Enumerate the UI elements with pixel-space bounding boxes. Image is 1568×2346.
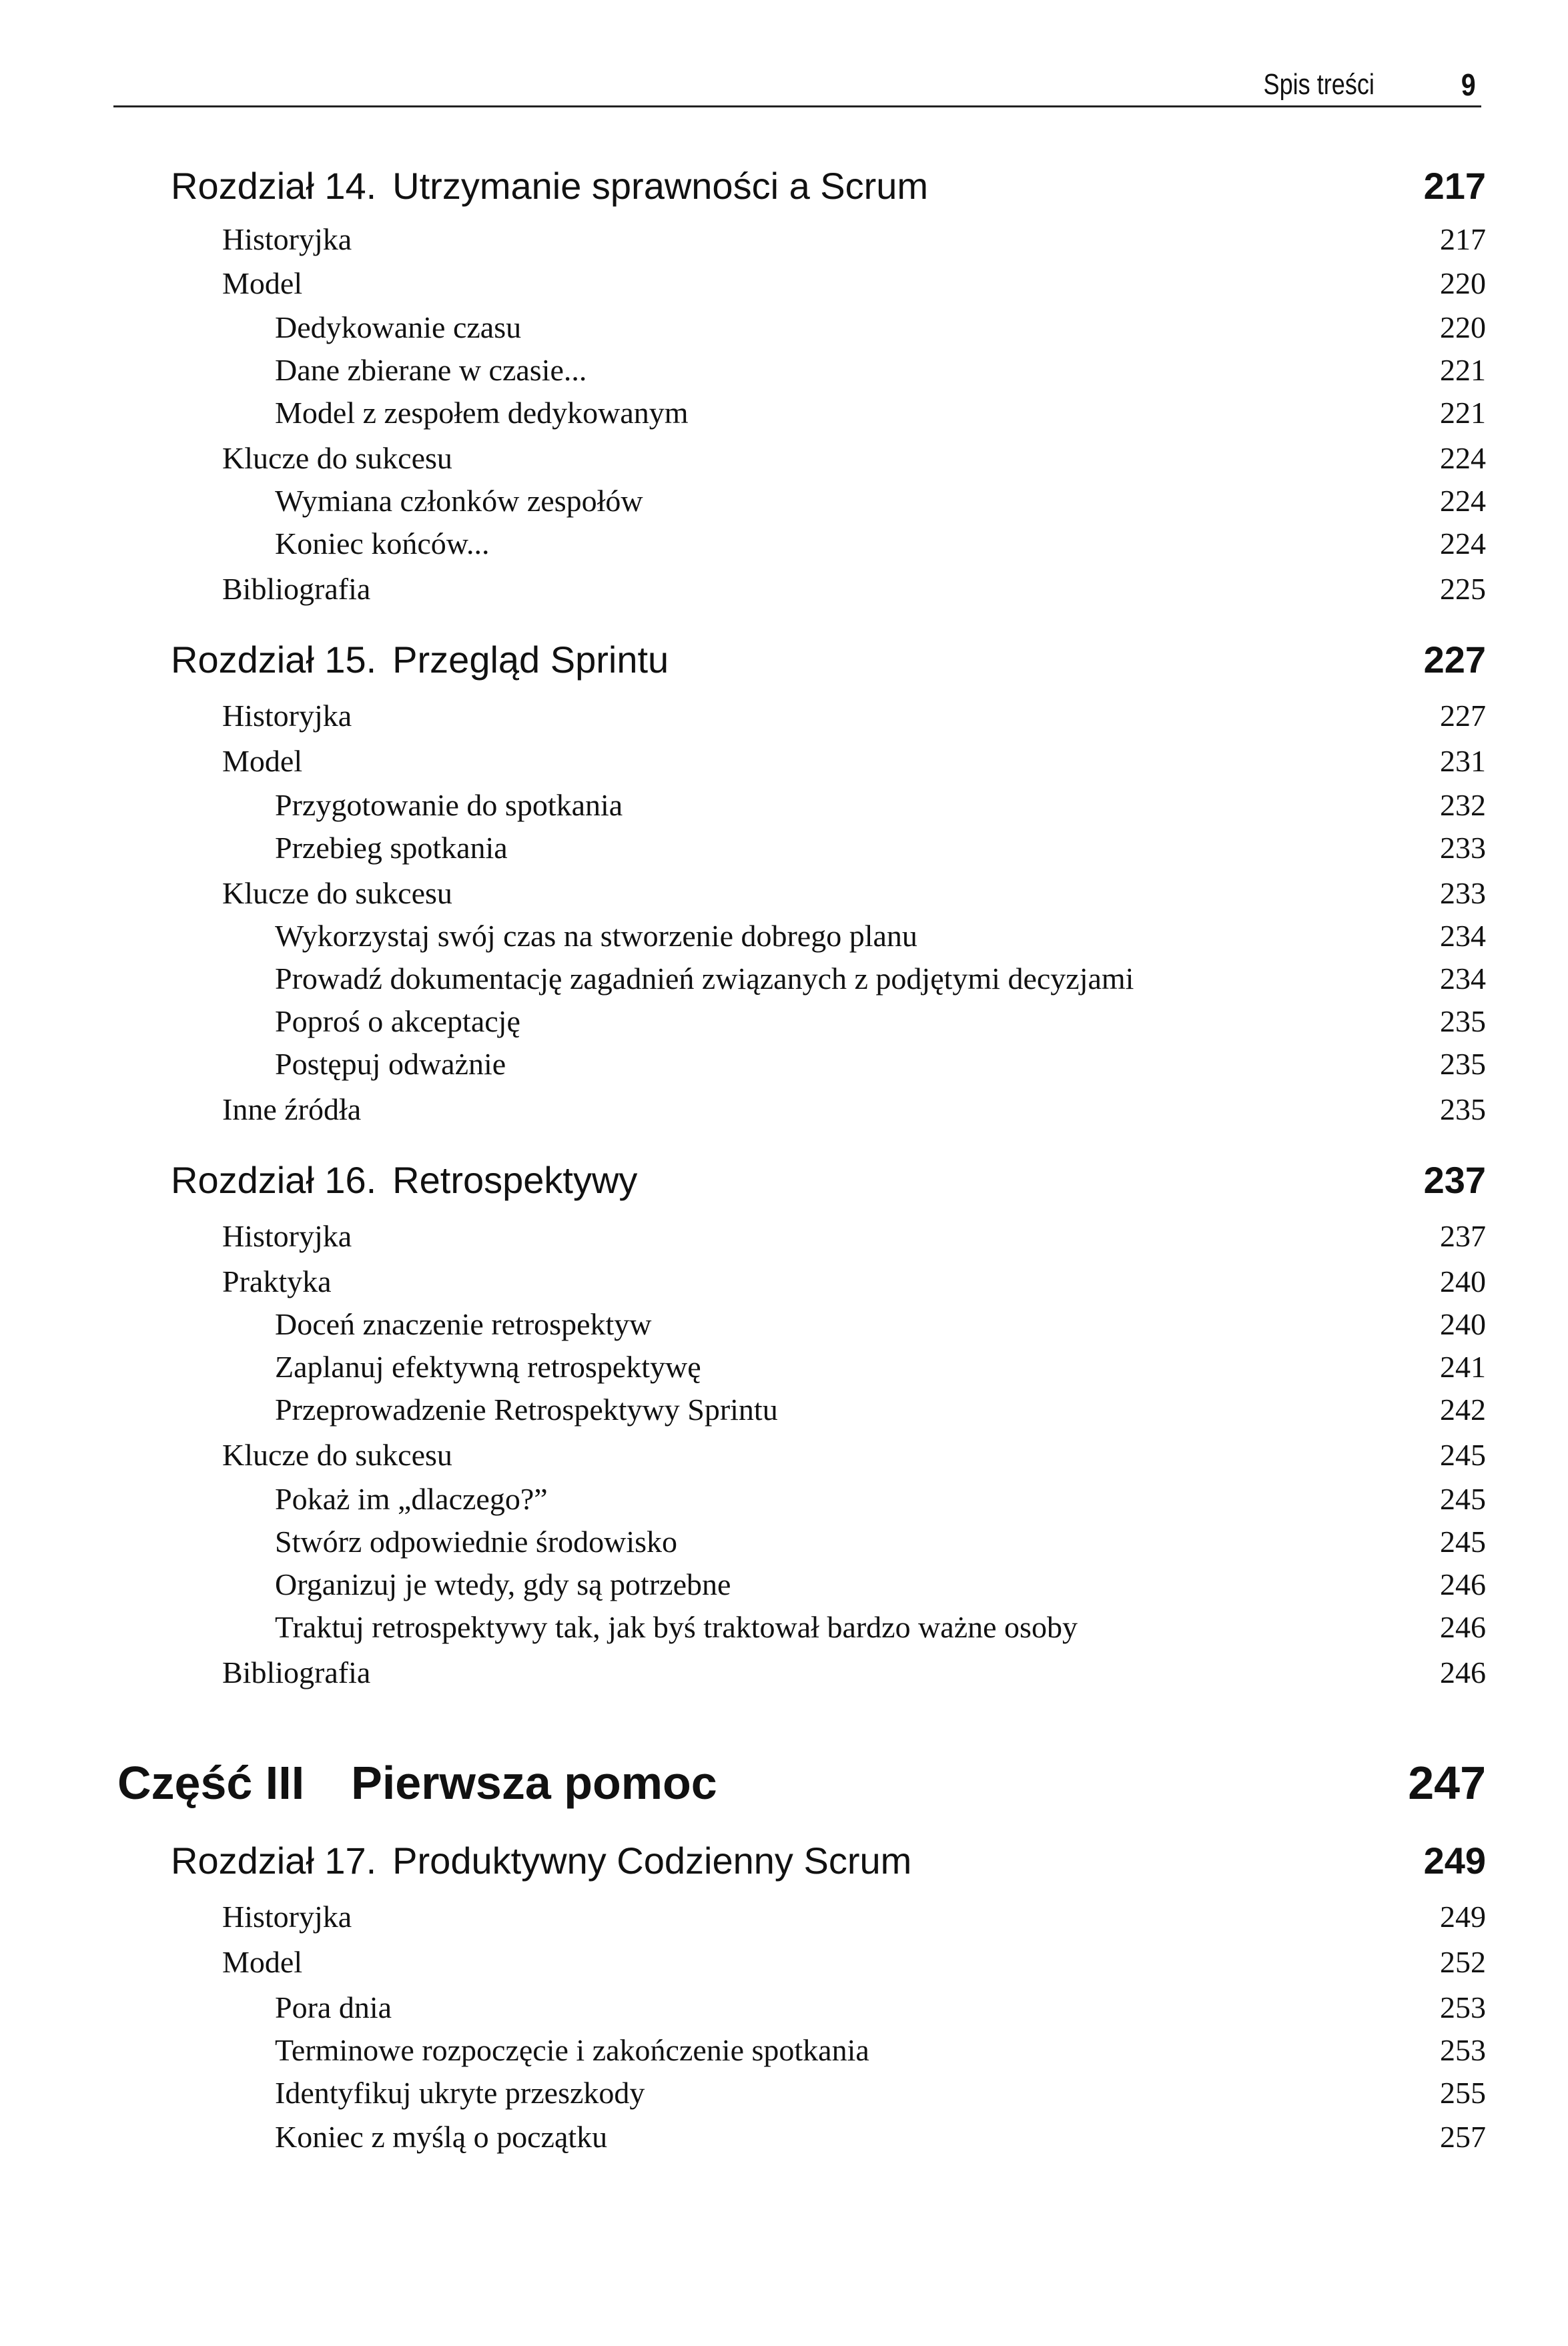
entry-title: Pokaż im „dlaczego?” <box>275 1482 548 1516</box>
entry-title: Model <box>222 744 303 778</box>
entry-title: Wykorzystaj swój czas na stworzenie dobrego planu <box>275 919 917 953</box>
entry-title: Praktyka <box>222 1264 332 1298</box>
entry-page-number: 220 <box>1440 266 1486 300</box>
entry-page-number: 249 <box>1423 1840 1486 1882</box>
entry-title: Traktuj retrospektywy tak, jak byś traktował bardzo ważne osoby <box>275 1610 1078 1644</box>
entry-title: Przygotowanie do spotkania <box>275 788 623 822</box>
entry-title: Prowadź dokumentację zagadnień związanych z podjętymi decyzjami <box>275 961 1134 996</box>
entry-page-number: 253 <box>1440 2033 1486 2067</box>
entry-title: Bibliografia <box>222 572 371 606</box>
entry-title: Koniec końców... <box>275 526 490 560</box>
entry-page-number: 252 <box>1440 1945 1486 1979</box>
part-label: Część III <box>117 1757 305 1809</box>
entry-title: Inne źródła <box>222 1092 362 1126</box>
entry-page-number: 237 <box>1440 1219 1486 1253</box>
chapter-title: Retrospektywy <box>392 1159 638 1201</box>
entry-page-number: 217 <box>1440 222 1486 256</box>
entry-heading <box>171 1839 911 1882</box>
running-head-title: Spis treści <box>1263 68 1375 101</box>
entry-title: Przebieg spotkania <box>275 831 508 865</box>
entry-heading <box>171 1158 637 1202</box>
entry-page-number: 224 <box>1440 526 1486 560</box>
entry-title: Model z zespołem dedykowanym <box>275 396 689 430</box>
entry-title: Dedykowanie czasu <box>275 310 522 344</box>
part-title: Pierwsza pomoc <box>351 1757 717 1809</box>
entry-title: Historyjka <box>222 1900 352 1934</box>
entry-page-number: 246 <box>1440 1655 1486 1689</box>
entry-title: Postępuj odważnie <box>275 1047 506 1081</box>
entry-title: Pora dnia <box>275 1990 392 2024</box>
entry-title: Terminowe rozpoczęcie i zakończenie spotkania <box>275 2033 869 2067</box>
entry-page-number: 233 <box>1440 876 1486 910</box>
entry-page-number: 221 <box>1440 396 1486 430</box>
entry-page-number: 233 <box>1440 831 1486 865</box>
entry-page-number: 221 <box>1440 353 1486 387</box>
entry-page-number: 225 <box>1440 572 1486 606</box>
entry-page-number: 234 <box>1440 961 1486 996</box>
entry-title: Poproś o akceptację <box>275 1004 520 1038</box>
entry-title: Doceń znaczenie retrospektyw <box>275 1307 652 1341</box>
entry-page-number: 235 <box>1440 1092 1486 1126</box>
entry-page-number: 231 <box>1440 744 1486 778</box>
entry-title: Koniec z myślą o początku <box>275 2120 608 2154</box>
entry-page-number: 240 <box>1440 1307 1486 1341</box>
entry-title: Identyfikuj ukryte przeszkody <box>275 2076 645 2110</box>
chapter-label: Rozdział 17. <box>171 1840 377 1882</box>
chapter-label: Rozdział 16. <box>171 1159 377 1201</box>
entry-title: Historyjka <box>222 699 352 733</box>
entry-page-number: 246 <box>1440 1610 1486 1644</box>
entry-title: Historyjka <box>222 1219 352 1253</box>
page-number: 9 <box>1461 67 1476 102</box>
entry-title: Bibliografia <box>222 1655 371 1689</box>
entry-title: Klucze do sukcesu <box>222 441 452 475</box>
entry-page-number: 234 <box>1440 919 1486 953</box>
entry-title: Zaplanuj efektywną retrospektywę <box>275 1350 701 1384</box>
chapter-label: Rozdział 14. <box>171 165 377 207</box>
entry-title: Model <box>222 266 303 300</box>
entry-title: Organizuj je wtedy, gdy są potrzebne <box>275 1567 731 1601</box>
entry-page-number: 253 <box>1440 1990 1486 2024</box>
entry-title: Wymiana członków zespołów <box>275 484 643 518</box>
entry-title: Klucze do sukcesu <box>222 1438 452 1472</box>
entry-page-number: 220 <box>1440 310 1486 344</box>
entry-page-number: 240 <box>1440 1264 1486 1298</box>
entry-title: Historyjka <box>222 222 352 256</box>
entry-page-number: 246 <box>1440 1567 1486 1601</box>
entry-title: Dane zbierane w czasie... <box>275 353 587 387</box>
entry-page-number: 237 <box>1423 1159 1486 1201</box>
entry-page-number: 247 <box>1408 1757 1486 1809</box>
entry-page-number: 245 <box>1440 1525 1486 1559</box>
entry-page-number: 241 <box>1440 1350 1486 1384</box>
entry-title: Przeprowadzenie Retrospektywy Sprintu <box>275 1393 778 1427</box>
entry-page-number: 235 <box>1440 1047 1486 1081</box>
entry-page-number: 224 <box>1440 484 1486 518</box>
entry-title: Stwórz odpowiednie środowisko <box>275 1525 678 1559</box>
entry-page-number: 232 <box>1440 788 1486 822</box>
entry-page-number: 249 <box>1440 1900 1486 1934</box>
entry-heading <box>171 638 669 681</box>
entry-page-number: 224 <box>1440 441 1486 475</box>
chapter-title: Przegląd Sprintu <box>392 639 669 681</box>
entry-title: Klucze do sukcesu <box>222 876 452 910</box>
entry-page-number: 217 <box>1423 165 1486 207</box>
entry-page-number: 242 <box>1440 1393 1486 1427</box>
entry-heading <box>171 164 928 208</box>
entry-page-number: 245 <box>1440 1438 1486 1472</box>
entry-page-number: 235 <box>1440 1004 1486 1038</box>
chapter-title: Utrzymanie sprawności a Scrum <box>392 165 929 207</box>
entry-page-number: 227 <box>1423 639 1486 681</box>
chapter-label: Rozdział 15. <box>171 639 377 681</box>
entry-page-number: 245 <box>1440 1482 1486 1516</box>
entry-page-number: 255 <box>1440 2076 1486 2110</box>
entry-title: Model <box>222 1945 303 1979</box>
chapter-title: Produktywny Codzienny Scrum <box>392 1840 912 1882</box>
entry-page-number: 257 <box>1440 2120 1486 2154</box>
entry-page-number: 227 <box>1440 699 1486 733</box>
entry-heading <box>117 1756 717 1810</box>
